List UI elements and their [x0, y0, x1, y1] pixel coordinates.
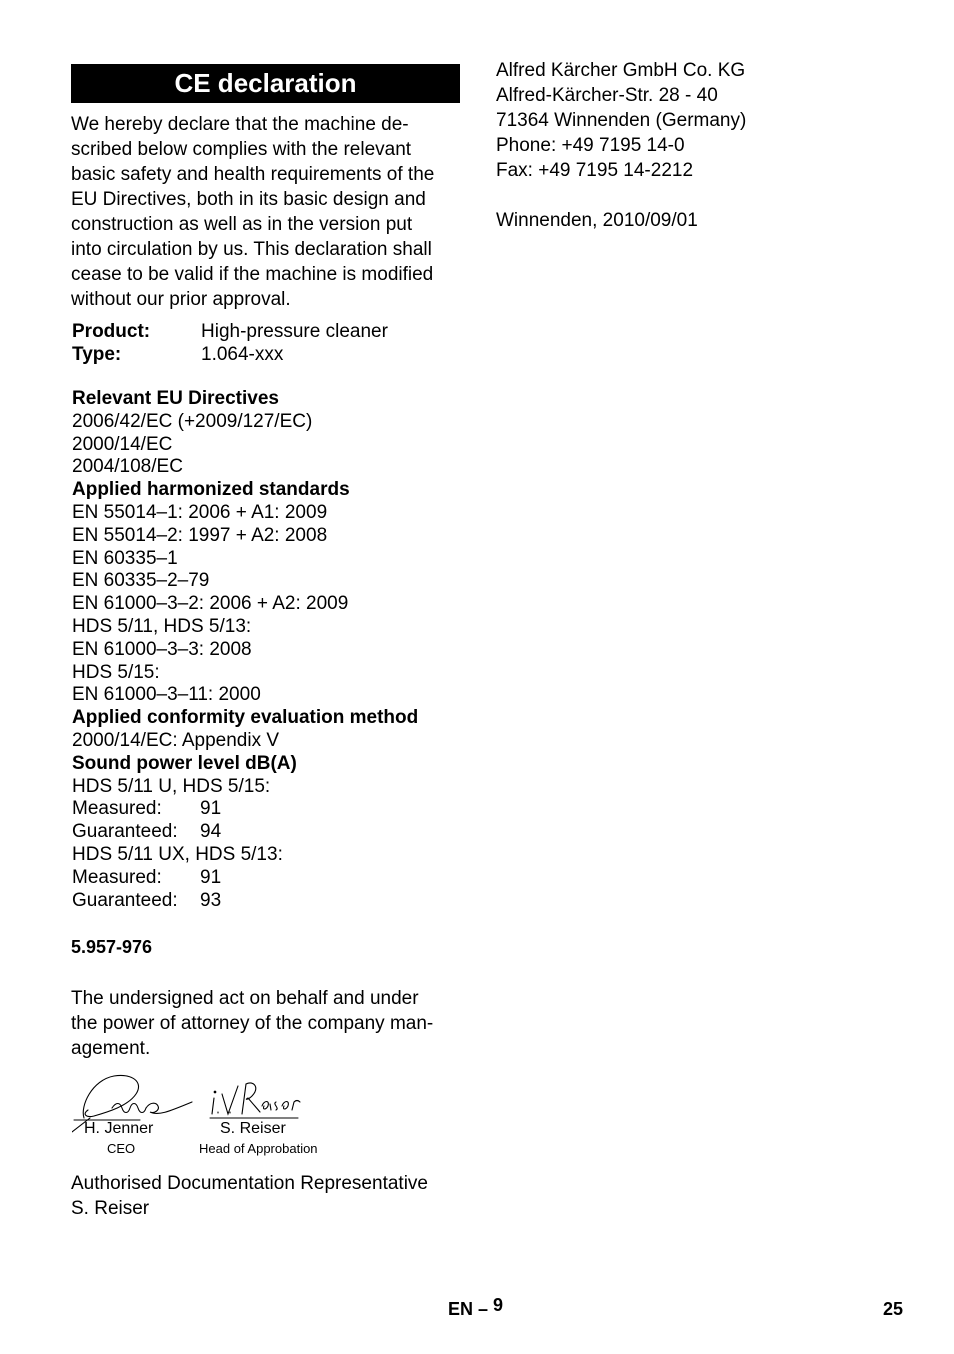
standard-item: EN 61000–3–11: 2000 — [72, 684, 261, 706]
intro-line: into circulation by us. This declaration shall — [71, 239, 432, 260]
measured-value: 91 — [200, 866, 222, 888]
standard-item: HDS 5/11, HDS 5/13: — [72, 615, 252, 637]
company-line: 71364 Winnenden (Germany) — [496, 110, 747, 131]
guaranteed-value: 94 — [200, 821, 222, 843]
intro-line: scribed below complies with the relevant — [71, 139, 412, 160]
directive-item: 2004/108/EC — [72, 456, 183, 478]
intro-line: cease to be valid if the machine is modified — [71, 264, 434, 285]
type-value: 1.064-xxx — [201, 344, 284, 365]
company-line: Fax: +49 7195 14-2212 — [496, 160, 694, 181]
company-line: Alfred Kärcher GmbH Co. KG — [496, 60, 746, 81]
intro-paragraph — [71, 112, 463, 312]
undersigned-line: the power of attorney of the company man- — [71, 1013, 434, 1034]
intro-line: basic safety and health requirements of the — [71, 164, 435, 185]
measured-value: 91 — [200, 798, 222, 820]
sound-group1-measured — [72, 798, 462, 821]
product-label: Product: — [72, 321, 151, 342]
intro-line: construction as well as in the version put — [71, 214, 413, 235]
intro-line: We hereby declare that the machine de- — [71, 114, 409, 135]
signatory-name: S. Reiser — [220, 1120, 286, 1137]
conformity-item: 2000/14/EC: Appendix V — [72, 729, 280, 751]
signatory-role: Head of Approbation — [199, 1141, 318, 1156]
sound-heading: Sound power level dB(A) — [72, 752, 297, 774]
measured-label: Measured: — [72, 866, 162, 888]
standard-item: EN 55014–1: 2006 + A1: 2009 — [72, 501, 328, 523]
signatory-name: H. Jenner — [84, 1120, 154, 1137]
sound-group2-models: HDS 5/11 UX, HDS 5/13: — [72, 843, 283, 865]
standard-item: EN 55014–2: 1997 + A2: 2008 — [72, 524, 328, 546]
undersigned-line: The undersigned act on behalf and under — [71, 988, 419, 1009]
footer-language-section — [448, 1295, 504, 1320]
standard-item: EN 60335–1 — [72, 547, 178, 569]
directives-heading: Relevant EU Directives — [72, 388, 279, 409]
guaranteed-label: Guaranteed: — [72, 889, 178, 911]
sound-group2-measured — [72, 867, 462, 890]
measured-label: Measured: — [72, 798, 162, 820]
standard-item: EN 60335–2–79 — [72, 570, 210, 592]
left-column — [71, 64, 461, 312]
place-date: Winnenden, 2010/09/01 — [496, 210, 698, 231]
standard-item: HDS 5/15: — [72, 661, 160, 683]
product-value: High-pressure cleaner — [201, 321, 388, 342]
sound-group1-guaranteed — [72, 821, 462, 844]
authorised-line: S. Reiser — [71, 1198, 150, 1219]
right-column — [496, 58, 896, 233]
intro-line: EU Directives, both in its basic design and — [71, 189, 426, 210]
standards-heading: Applied harmonized standards — [72, 479, 350, 501]
undersigned-paragraph — [71, 986, 463, 1061]
company-line: Alfred-Kärcher-Str. 28 - 40 — [496, 85, 718, 106]
directive-item: 2000/14/EC — [72, 433, 173, 455]
undersigned-line: agement. — [71, 1038, 151, 1059]
standard-item: EN 61000–3–3: 2008 — [72, 638, 252, 660]
footer-language: EN — [448, 1299, 474, 1319]
directive-item: 2006/42/EC (+2009/127/EC) — [72, 410, 313, 432]
type-label: Type: — [72, 344, 122, 365]
footer-dash: – — [478, 1299, 494, 1319]
page-number: 25 — [883, 1299, 904, 1319]
guaranteed-value: 93 — [200, 889, 222, 911]
signature-reiser — [208, 1076, 303, 1122]
guaranteed-label: Guaranteed: — [72, 821, 178, 843]
document-number: 5.957-976 — [71, 937, 153, 957]
spacer — [496, 183, 896, 208]
standard-item: EN 61000–3–2: 2006 + A2: 2009 — [72, 593, 349, 615]
directives-block — [72, 388, 462, 912]
footer-section-page: 9 — [493, 1295, 504, 1315]
conformity-heading: Applied conformity evaluation method — [72, 707, 419, 729]
authorised-representative — [71, 1171, 428, 1221]
sound-group1-models: HDS 5/11 U, HDS 5/15: — [72, 775, 271, 797]
signatory-role: CEO — [107, 1141, 136, 1156]
sound-group2-guaranteed — [72, 890, 462, 913]
section-title: CE declaration — [71, 64, 460, 103]
intro-line: without our prior approval. — [71, 289, 291, 310]
authorised-line: Authorised Documentation Representative — [71, 1173, 428, 1194]
company-line: Phone: +49 7195 14-0 — [496, 135, 685, 156]
